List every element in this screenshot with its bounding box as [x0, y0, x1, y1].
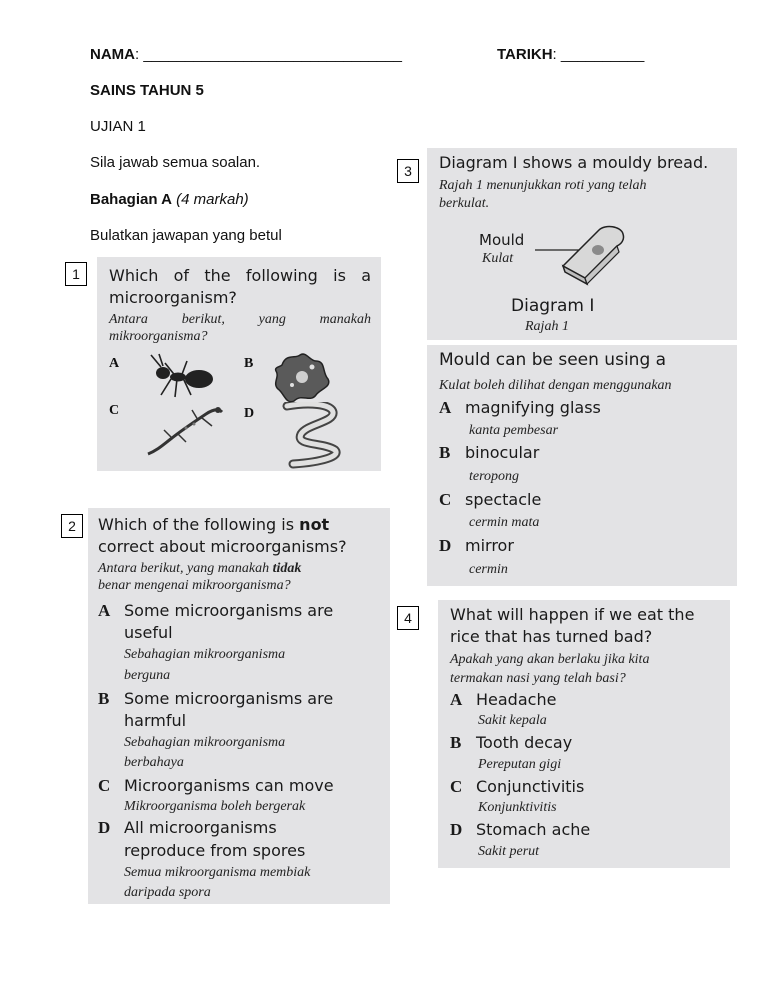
question-3-stem-en: Mould can be seen using a — [439, 350, 667, 370]
question-1-text-ms: Antara berikut, yang manakah mikroorganisma? — [109, 312, 371, 344]
date-line: : __________ — [552, 46, 645, 63]
q2-option-b-text-2: harmful — [124, 711, 187, 730]
question-1-number: 1 — [65, 262, 87, 286]
date-field[interactable] — [497, 46, 644, 63]
q2-option-d-ms-1: Semua mikroorganisma membiak — [124, 865, 311, 880]
question-2-not-emphasis: not — [299, 515, 330, 534]
q2-option-b[interactable]: B Some microorganisms are — [98, 689, 334, 708]
q4-option-a-ms: Sakit kepala — [478, 713, 547, 728]
q2-option-b-ms-1: Sebahagian mikroorganisma — [124, 735, 286, 750]
mould-label: Mould — [479, 231, 525, 249]
question-3-text-ms-2: berkulat. — [439, 196, 490, 211]
test-title: UJIAN 1 — [90, 118, 146, 135]
mould-label-ms: Kulat — [482, 251, 514, 266]
question-2-text-ms: Antara berikut, yang manakah tidak benar mengenai mikroorganisma? — [98, 561, 302, 593]
q1-option-b-letter[interactable]: B — [244, 356, 254, 371]
q3-option-c[interactable]: C spectacle — [439, 490, 542, 509]
section-heading — [90, 191, 249, 208]
q3-option-b-ms: teropong — [469, 469, 520, 484]
subject-title: SAINS TAHUN 5 — [90, 82, 204, 99]
question-4-text-en-2: rice that has turned bad? — [450, 627, 653, 646]
question-3-text-en: Diagram I shows a mouldy bread. — [439, 153, 709, 172]
question-4-text-ms-2: termakan nasi yang telah basi? — [450, 671, 626, 686]
amoeba-icon[interactable] — [272, 351, 332, 407]
q3-option-a[interactable]: A magnifying glass — [439, 398, 601, 417]
q3-option-d[interactable]: D mirror — [439, 536, 514, 555]
q2-option-a-ms-1: Sebahagian mikroorganisma — [124, 647, 286, 662]
question-2-panel — [88, 508, 390, 904]
q3-option-a-ms: kanta pembesar — [469, 423, 559, 438]
section-label: Bahagian A — [90, 191, 172, 208]
q4-option-d[interactable]: D Stomach ache — [450, 820, 591, 839]
q1-option-c-letter[interactable]: C — [109, 403, 120, 418]
question-3-stem-ms: Kulat boleh dilihat dengan menggunakan — [439, 378, 672, 393]
question-2-text-en: Which of the following is not correct about microorganisms? — [98, 515, 347, 556]
name-line: : _______________________________ — [135, 46, 402, 63]
q2-option-b-ms-2: berbahaya — [124, 755, 184, 770]
q1-option-a-letter[interactable]: A — [109, 356, 120, 371]
q4-option-c[interactable]: C Conjunctivitis — [450, 777, 585, 796]
question-4-number: 4 — [397, 606, 419, 630]
question-4-text-en-1: What will happen if we eat the — [450, 605, 695, 624]
q2-option-a-text-2: useful — [124, 623, 173, 642]
question-2-number: 2 — [61, 514, 83, 538]
q1-option-d-letter[interactable]: D — [244, 406, 255, 421]
q2-option-c[interactable]: C Microorganisms can move — [98, 776, 334, 795]
question-3-number: 3 — [397, 159, 419, 183]
question-1-text-en: Which of the following is a microorganism? — [109, 266, 371, 307]
q4-option-b[interactable]: B Tooth decay — [450, 733, 573, 752]
q2-option-d[interactable]: D All microorganisms — [98, 818, 277, 837]
q2-option-c-ms-1: Mikroorganisma boleh bergerak — [124, 799, 306, 814]
question-4-text-ms-1: Apakah yang akan berlaku jika kita — [450, 652, 650, 667]
question-3-diagram-panel — [427, 148, 737, 340]
mouldy-bread-icon — [535, 220, 635, 290]
q3-option-b[interactable]: B binocular — [439, 443, 540, 462]
section-marks: (4 markah) — [176, 191, 249, 208]
question-4-panel — [438, 600, 730, 868]
diagram-caption: Diagram I — [511, 296, 595, 316]
q2-option-a[interactable]: A Some microorganisms are — [98, 601, 334, 620]
q4-option-c-ms: Konjunktivitis — [478, 800, 557, 815]
q2-option-d-text-2: reproduce from spores — [124, 841, 306, 860]
sub-instruction: Bulatkan jawapan yang betul — [90, 227, 282, 244]
q4-option-a[interactable]: A Headache — [450, 690, 557, 709]
ant-icon[interactable] — [147, 353, 219, 399]
q2-option-a-ms-2: berguna — [124, 668, 171, 683]
worm-icon[interactable] — [279, 402, 374, 470]
q3-option-d-ms: cermin — [469, 562, 508, 577]
q2-option-d-ms-2: daripada spora — [124, 885, 211, 900]
q4-option-b-ms: Pereputan gigi — [478, 757, 562, 772]
q4-option-d-ms: Sakit perut — [478, 844, 540, 859]
name-field[interactable] — [90, 46, 402, 63]
diagram-caption-ms: Rajah 1 — [525, 319, 569, 334]
question-1-panel — [97, 257, 381, 471]
question-3-options-panel — [427, 345, 737, 586]
question-3-text-ms-1: Rajah 1 menunjukkan roti yang telah — [439, 178, 647, 193]
instruction: Sila jawab semua soalan. — [90, 154, 261, 171]
lizard-icon[interactable] — [142, 404, 227, 459]
q3-option-c-ms: cermin mata — [469, 515, 540, 530]
date-label: TARIKH — [497, 46, 553, 63]
name-label: NAMA — [90, 46, 135, 63]
